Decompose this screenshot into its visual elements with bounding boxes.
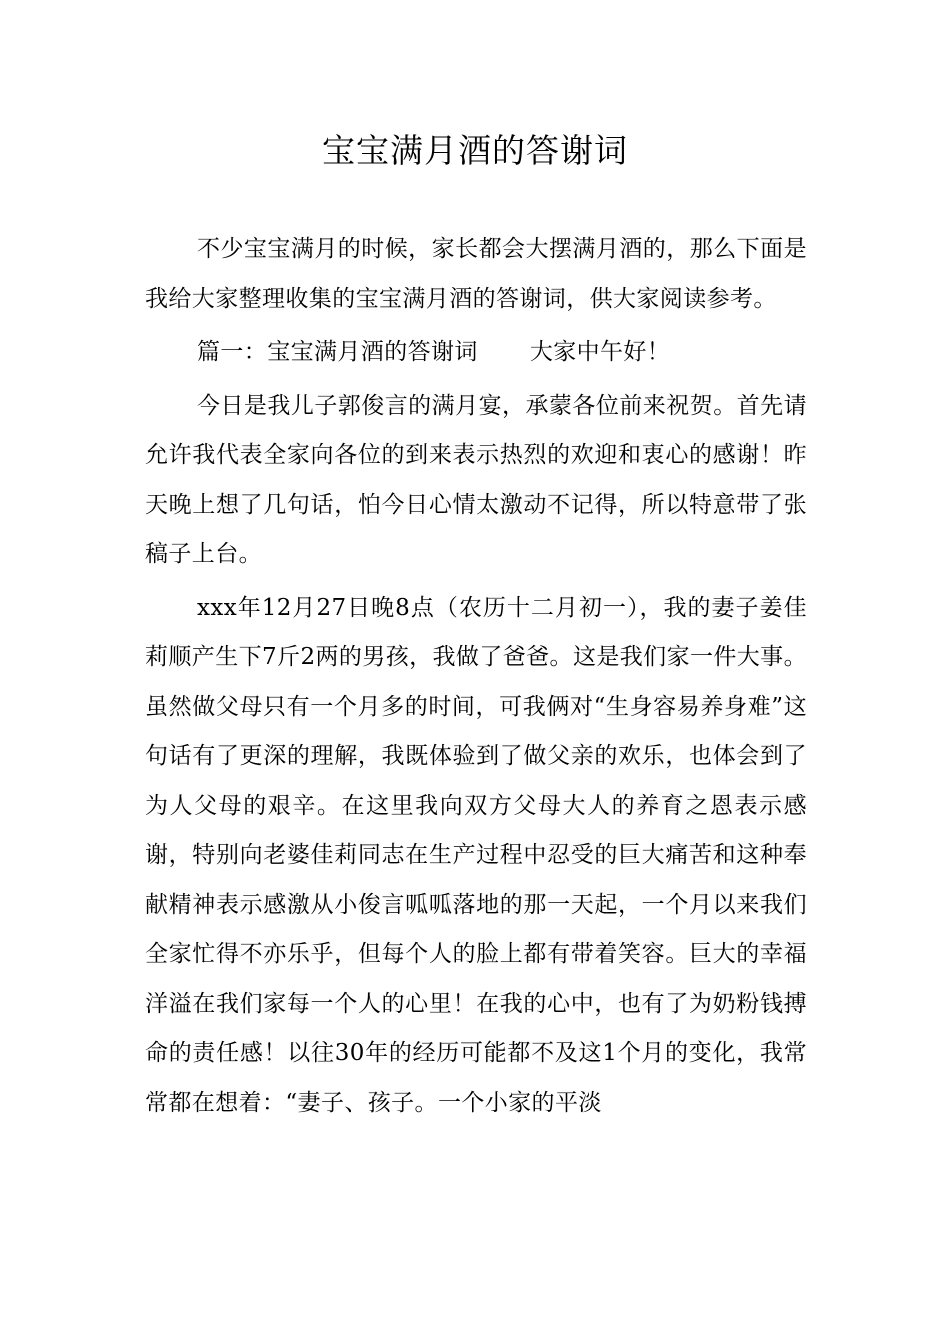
- body-paragraph: xxx年12月27日晚8点（农历十二月初一），我的妻子姜佳莉顺产生下7斤2两的男孩，我做了爸爸。这是我们家一件大事。虽然做父母只有一个月多的时间，可我俩对“生身容易养身难”这句话有了更深的理解，我既体验到了做父亲的欢乐，也体会到了为人父母的艰辛。在这里我向双方父母大人的养育之恩表示感谢，特别向老婆佳莉同志在生产过程中忍受的巨大痛苦和这种奉献精神表示感激从小俊言呱呱落地的那一天起，一个月以来我们全家忙得不亦乐乎，但每个人的脸上都有带着笑容。巨大的幸福洋溢在我们家每一个人的心里！在我的心中，也有了为奶粉钱搏命的责任感！以往30年的经历可能都不及这1个月的变化，我常常都在想着：“妻子、孩子。一个小家的平淡: [145, 594, 807, 1116]
- section-heading-line: [145, 328, 807, 378]
- body-paragraph: 今日是我儿子郭俊言的满月宴，承蒙各位前来祝贺。首先请允许我代表全家向各位的到来表示热烈的欢迎和衷心的感谢！昨天晚上想了几句话，怕今日心情太激动不记得，所以特意带了张稿子上台。: [145, 392, 807, 567]
- intro-paragraph: 不少宝宝满月的时候，家长都会大摆满月酒的，那么下面是我给大家整理收集的宝宝满月酒的答谢词，供大家阅读参考。: [145, 236, 807, 312]
- section-heading: 篇一：宝宝满月酒的答谢词: [197, 339, 478, 365]
- document-title: 宝宝满月酒的答谢词: [322, 131, 628, 170]
- greeting: 大家中午好！: [529, 339, 671, 365]
- document-body: [145, 225, 807, 1128]
